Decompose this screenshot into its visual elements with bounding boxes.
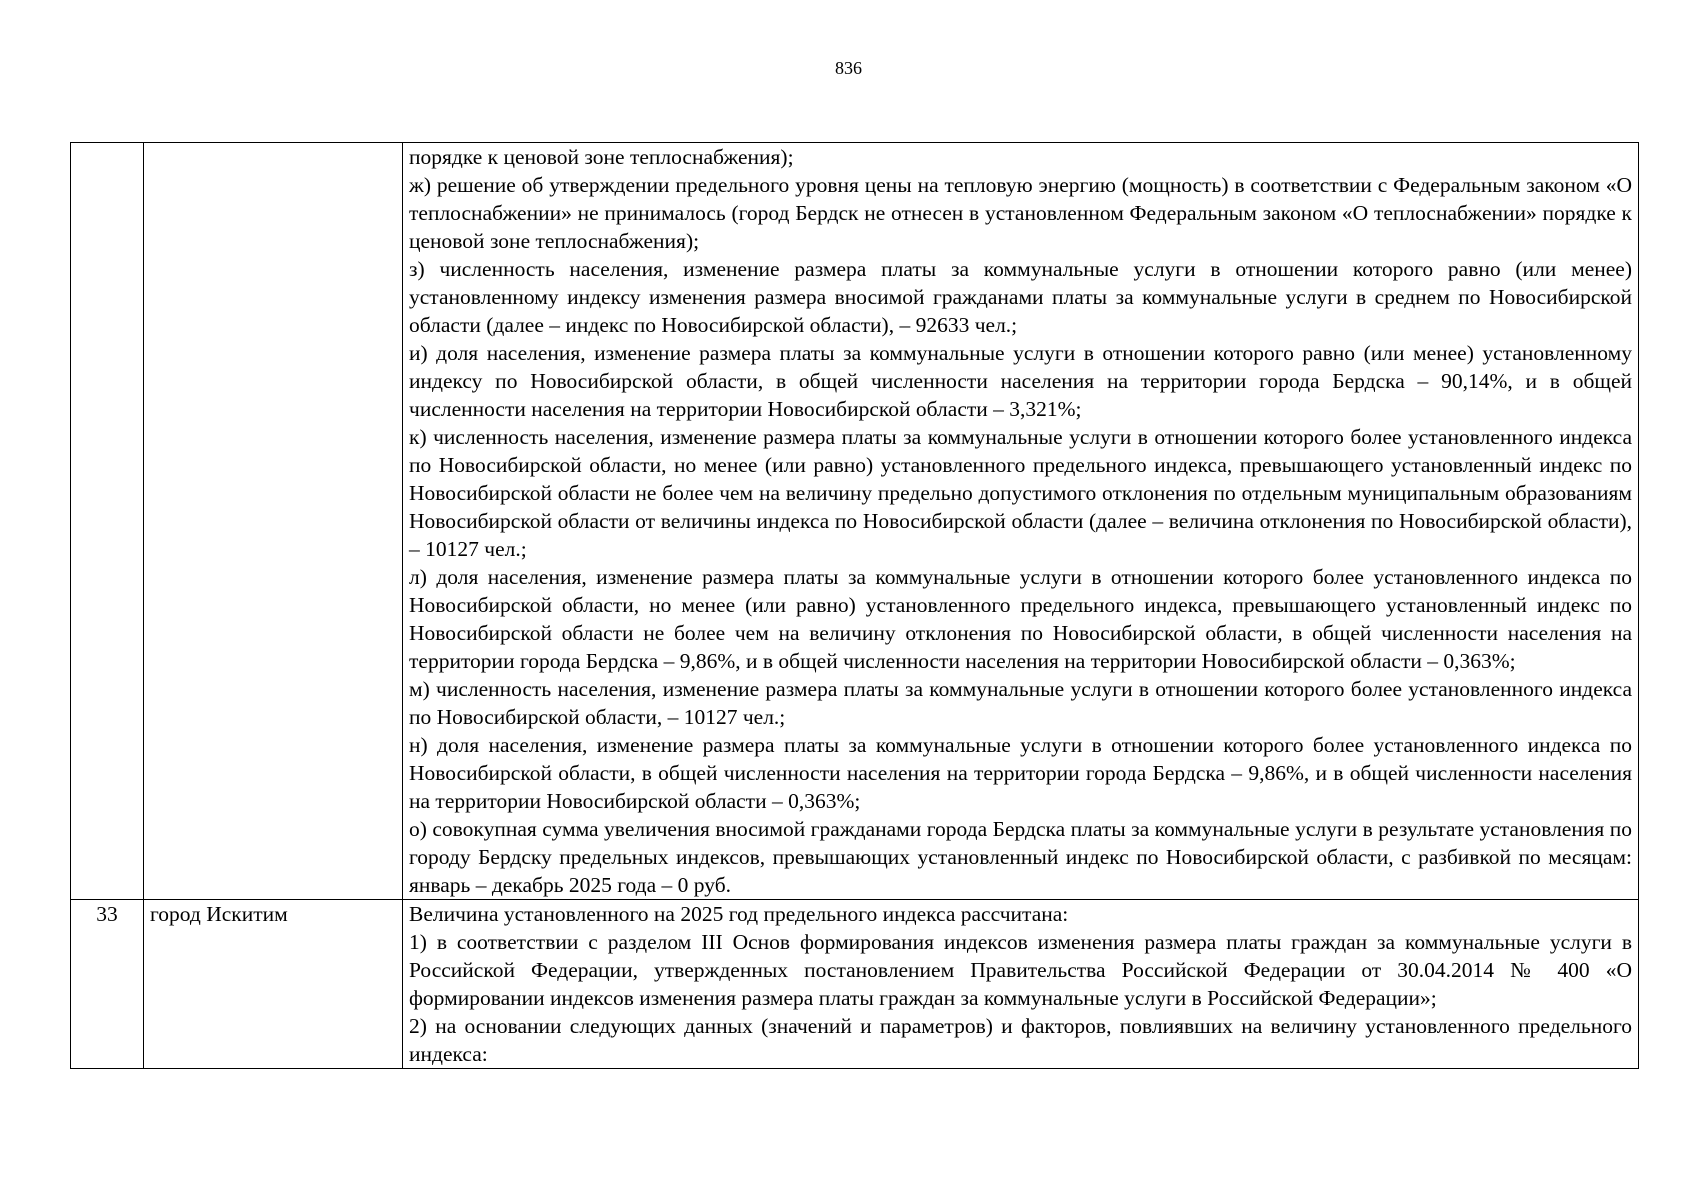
- row-number-cell: [71, 143, 144, 900]
- paragraph: н) доля населения, изменение размера платы за коммунальные услуги в отношении которого более установленного индекса по Новосибирской области, в общей численности населения на территории города Бердска – 9,86%, и в общей численности населения на территории Новосибирской области – 0,363%;: [409, 733, 1632, 813]
- paragraph: и) доля населения, изменение размера платы за коммунальные услуги в отношении которого равно (или менее) установленному индексу по Новосибирской области, в общей численности населения на территории города Бердска – 90,14%, и в общей численности населения на территории Новосибирской области – 3,321%;: [409, 341, 1632, 421]
- row-number-cell: 33: [71, 900, 144, 1069]
- municipality-name-cell: город Искитим: [144, 900, 403, 1069]
- paragraph: м) численность населения, изменение размера платы за коммунальные услуги в отношении которого более установленного индекса по Новосибирской области, – 10127 чел.;: [409, 677, 1632, 729]
- paragraph: порядке к ценовой зоне теплоснабжения);: [409, 145, 794, 169]
- paragraph: з) численность населения, изменение размера платы за коммунальные услуги в отношении которого равно (или менее) установленному индексу изменения размера вносимой гражданами платы за коммунальные услуги в среднем по Новосибирской области (далее – индекс по Новосибирской области), – 92633 чел.;: [409, 257, 1632, 337]
- municipality-index-table: [70, 142, 1639, 1069]
- table-row: [71, 900, 1639, 1069]
- paragraph: ж) решение об утверждении предельного уровня цены на тепловую энергию (мощность) в соответствии с Федеральным законом «О теплоснабжении» не принималось (город Бердск не отнесен в установленном Федеральным законом «О теплоснабжении» порядке к ценовой зоне теплоснабжения);: [409, 173, 1632, 253]
- paragraph: к) численность населения, изменение размера платы за коммунальные услуги в отношении которого более установленного индекса по Новосибирской области, но менее (или равно) установленного предельного индекса, превышающего установленный индекс по Новосибирской области не более чем на величину предельно допустимого отклонения по отдельным муниципальным образованиям Новосибирской области от величины индекса по Новосибирской области (далее – величина отклонения по Новосибирской области), – 10127 чел.;: [409, 425, 1632, 561]
- page-number: 836: [835, 58, 862, 78]
- paragraph: л) доля населения, изменение размера платы за коммунальные услуги в отношении которого более установленного индекса по Новосибирской области, но менее (или равно) установленного предельного индекса, превышающего установленный индекс по Новосибирской области не более чем на величину отклонения по Новосибирской области, в общей численности населения на территории города Бердска – 9,86%, и в общей численности населения на территории Новосибирской области – 0,363%;: [409, 565, 1632, 673]
- paragraph: 2) на основании следующих данных (значений и параметров) и факторов, повлиявших на величину установленного предельного индекса:: [409, 1014, 1632, 1066]
- description-cell: [403, 900, 1639, 1069]
- paragraph: Величина установленного на 2025 год предельного индекса рассчитана:: [409, 902, 1069, 926]
- description-cell: [403, 143, 1639, 900]
- municipality-name-cell: [144, 143, 403, 900]
- paragraph: 1) в соответствии с разделом III Основ формирования индексов изменения размера платы граждан за коммунальные услуги в Российской Федерации, утвержденных постановлением Правительства Российской Федерации от 30.04.2014 № 400 «О формировании индексов изменения размера платы граждан за коммунальные услуги в Российской Федерации»;: [409, 930, 1632, 1010]
- paragraph: о) совокупная сумма увеличения вносимой гражданами города Бердска платы за коммунальные услуги в результате установления по городу Бердску предельных индексов, превышающих установленный индекс по Новосибирской области, с разбивкой по месяцам: январь – декабрь 2025 года – 0 руб.: [409, 817, 1632, 897]
- table-row: [71, 143, 1639, 900]
